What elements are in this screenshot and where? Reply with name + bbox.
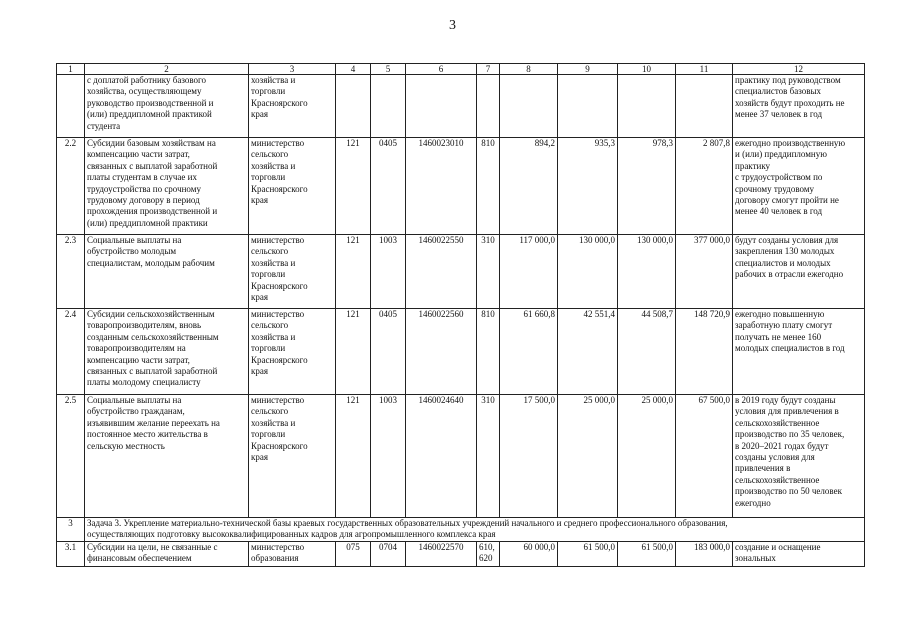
amount-2021: 130 000,0 [618,235,676,309]
item-number [57,75,85,138]
grbs-code [336,75,371,138]
amount-2019 [500,75,558,138]
csr-code: 1460022560 [406,309,477,395]
amount-2019: 17 500,0 [500,395,558,518]
item-number: 2.3 [57,235,85,309]
amount-2021 [618,75,676,138]
rzpr-code: 1003 [371,235,406,309]
column-number: 8 [500,64,558,75]
rzpr-code: 0704 [371,542,406,567]
executor: министерство сельского хозяйства и торговли Красноярского края [249,138,336,235]
csr-code: 1460022550 [406,235,477,309]
grbs-code: 075 [336,542,371,567]
amount-2020: 935,3 [558,138,618,235]
activity-name: с доплатой работнику базового хозяйства, осуществляющему руководство производственной и (или) преддипломной практикой студента [85,75,249,138]
column-number-row [57,64,865,75]
vr-code: 810 [477,309,500,395]
amount-2021: 44 508,7 [618,309,676,395]
table-row [57,235,865,309]
grbs-code: 121 [336,138,371,235]
table-row [57,138,865,235]
amount-2020 [558,75,618,138]
activity-name: Социальные выплаты на обустройство гражданам, изъявившим желание переехать на постоянное место жительства в сельскую местность [85,395,249,518]
item-number: 3.1 [57,542,85,567]
expected-result: создание и оснащение зональных [733,542,865,567]
column-number: 3 [249,64,336,75]
expected-result: практику под руководством специалистов базовых хозяйств будут проходить не менее 37 человек в год [733,75,865,138]
expected-result: в 2019 году будут созданы условия для привлечения в сельскохозяйственное производство по 35 человек, в 2020–2021 годах будут созданы условия для привлечения в сельскохозяйственное производство по 50 человек ежегодно [733,395,865,518]
column-number: 12 [733,64,865,75]
rzpr-code: 0405 [371,309,406,395]
rzpr-code: 1003 [371,395,406,518]
amount-2020: 25 000,0 [558,395,618,518]
table-row [57,395,865,518]
amount-2021: 978,3 [618,138,676,235]
table-row [57,542,865,567]
activity-name: Субсидии базовым хозяйствам на компенсацию части затрат, связанных с выплатой заработной платы студентам в случае их трудоустройства по срочному трудовому договору в период прохождения производственной и (или) преддипломной практики [85,138,249,235]
csr-code: 1460023010 [406,138,477,235]
amount-2019: 117 000,0 [500,235,558,309]
task-title: Задача 3. Укрепление материально-технической базы краевых государственных образовательных учреждений начального и среднего профессионального образования, осуществляющих подготовку высококвалифицированных кадров для агропромышленного комплекса края [85,518,865,542]
amount-2021: 61 500,0 [618,542,676,567]
rzpr-code [371,75,406,138]
task-number: 3 [57,518,85,542]
table-row [57,75,865,138]
amount-2019: 61 660,8 [500,309,558,395]
column-number: 11 [676,64,733,75]
csr-code: 1460024640 [406,395,477,518]
executor: министерство сельского хозяйства и торговли Красноярского края [249,395,336,518]
activities-table [56,63,865,567]
activity-name: Субсидии сельскохозяйственным товаропроизводителям, вновь созданным сельскохозяйственным товаропроизводителям на компенсацию части затрат, связанных с выплатой заработной платы молодому специалисту [85,309,249,395]
csr-code [406,75,477,138]
item-number: 2.4 [57,309,85,395]
amount-total [676,75,733,138]
grbs-code: 121 [336,395,371,518]
amount-total: 377 000,0 [676,235,733,309]
column-number: 5 [371,64,406,75]
expected-result: будут созданы условия для закрепления 130 молодых специалистов и молодых рабочих в отрасли ежегодно [733,235,865,309]
activity-name: Социальные выплаты на обустройство молодым специалистам, молодым рабочим [85,235,249,309]
column-number: 9 [558,64,618,75]
activity-name: Субсидии на цели, не связанные с финансовым обеспечением [85,542,249,567]
amount-total: 183 000,0 [676,542,733,567]
amount-2019: 60 000,0 [500,542,558,567]
vr-code: 310 [477,235,500,309]
executor: министерство сельского хозяйства и торговли Красноярского края [249,235,336,309]
grbs-code: 121 [336,235,371,309]
executor: министерство образования [249,542,336,567]
grbs-code: 121 [336,309,371,395]
page-number: 3 [449,18,456,33]
vr-code: 810 [477,138,500,235]
column-number: 7 [477,64,500,75]
table-row [57,309,865,395]
expected-result: ежегодно повышенную заработную плату смогут получать не менее 160 молодых специалистов в год [733,309,865,395]
rzpr-code: 0405 [371,138,406,235]
amount-total: 67 500,0 [676,395,733,518]
amount-2020: 42 551,4 [558,309,618,395]
vr-code: 610, 620 [477,542,500,567]
csr-code: 1460022570 [406,542,477,567]
executor: министерство сельского хозяйства и торговли Красноярского края [249,309,336,395]
amount-2020: 61 500,0 [558,542,618,567]
task-row [57,518,865,542]
item-number: 2.5 [57,395,85,518]
amount-2021: 25 000,0 [618,395,676,518]
item-number: 2.2 [57,138,85,235]
amount-total: 2 807,8 [676,138,733,235]
amount-2019: 894,2 [500,138,558,235]
amount-2020: 130 000,0 [558,235,618,309]
vr-code [477,75,500,138]
column-number: 4 [336,64,371,75]
column-number: 1 [57,64,85,75]
vr-code: 310 [477,395,500,518]
amount-total: 148 720,9 [676,309,733,395]
executor: хозяйства и торговли Красноярского края [249,75,336,138]
column-number: 6 [406,64,477,75]
column-number: 2 [85,64,249,75]
column-number: 10 [618,64,676,75]
expected-result: ежегодно производственную и (или) преддипломную практику с трудоустройством по срочному трудовому договору смогут пройти не менее 40 человек в год [733,138,865,235]
